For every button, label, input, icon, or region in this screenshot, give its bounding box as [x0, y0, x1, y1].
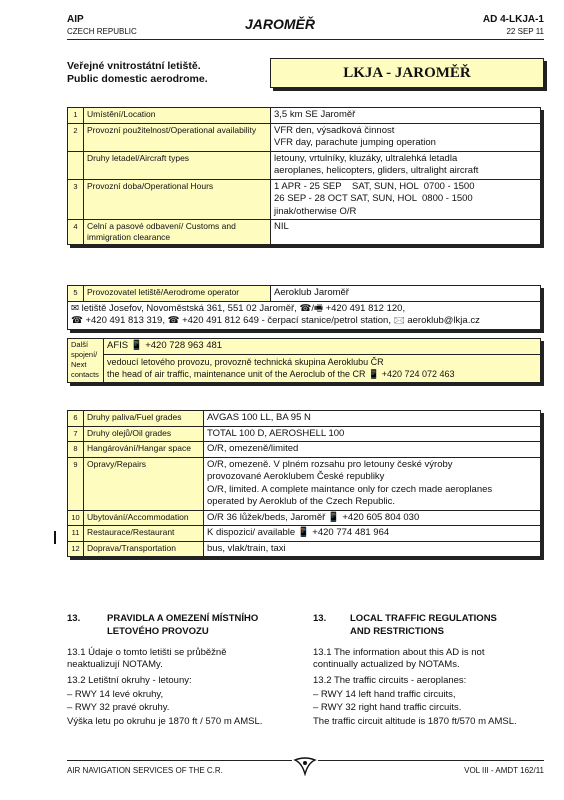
header-date: 22 SEP 11	[506, 27, 544, 36]
services-table	[67, 410, 541, 557]
footer-amendment: VOL III - AMDT 162/11	[464, 766, 544, 775]
aerodrome-badge: LKJA - JAROMĚŘ	[270, 58, 544, 88]
section-13-2-en-rwy14: – RWY 14 left hand traffic circuits,	[313, 689, 456, 700]
header-rule	[67, 39, 544, 40]
row-number: 8	[68, 442, 84, 458]
section-13-cz-altitude: Výška letu po okruhu je 1870 ft / 570 m AMSL.	[67, 716, 263, 727]
section-13-1-en: 13.1 The information about this AD is not	[313, 647, 485, 658]
header-page-id: AD 4-LKJA-1	[482, 14, 544, 25]
table-row	[68, 510, 541, 526]
section-13-1-cz-cont: neaktualizují NOTAMy.	[67, 659, 163, 670]
contacts-table	[67, 338, 541, 383]
row-value: AVGAS 100 LL, BA 95 N	[204, 411, 541, 427]
row-number: 11	[68, 526, 84, 542]
table-row	[68, 179, 541, 220]
table-row	[68, 339, 541, 355]
row-number: 2	[68, 123, 84, 151]
table-row	[68, 411, 541, 427]
row-label: Provozní použitelnost/Operational availability	[84, 123, 271, 151]
row-label: Druhy paliva/Fuel grades	[84, 411, 204, 427]
row-value: O/R 36 lůžek/beds, Jaroměř 📱 +420 605 804 030	[204, 510, 541, 526]
row-label: Hangárování/Hangar space	[84, 442, 204, 458]
row-label: Doprava/Transportation	[84, 541, 204, 557]
row-value: VFR den, výsadková činnost VFR day, parachute jumping operation	[271, 123, 541, 151]
section-13-2-cz: 13.2 Letištní okruhy - letouny:	[67, 675, 192, 686]
table-row	[68, 442, 541, 458]
section-13-1-en-cont: continually actualized by NOTAMs.	[313, 659, 460, 670]
table-row	[68, 457, 541, 510]
table-row	[68, 220, 541, 245]
head-air-traffic-contact: vedoucí letového provozu, provozně technická skupina Aeroklubu ČR the head of air traffic, maintenance unit of the Aeroclub of the CR 📱 +420 724 072 463	[104, 354, 541, 382]
row-number: 1	[68, 108, 84, 124]
row-value: O/R, omezeně. V plném rozsahu pro letouny české výroby provozované Aeroklubem České republiky O/R, limited. A complete maintance only for czech made aeroplanes operated by Aeroklub of the Czech Republic.	[204, 457, 541, 510]
row-number: 10	[68, 510, 84, 526]
table-row	[68, 123, 541, 151]
section-13-number-cz: 13.	[67, 613, 81, 624]
row-label: Umístění/Location	[84, 108, 271, 124]
row-value: K dispozici/ available 📱 +420 774 481 964	[204, 526, 541, 542]
operator-table	[67, 285, 541, 330]
header-country: CZECH REPUBLIC	[67, 27, 137, 36]
change-bar	[54, 531, 56, 544]
header-aerodrome: JAROMĚŘ	[244, 16, 315, 32]
table-row	[68, 426, 541, 442]
row-label: Ubytování/Accommodation	[84, 510, 204, 526]
row-label: Provozovatel letiště/Aerodrome operator	[84, 286, 271, 302]
section-13-en-altitude: The traffic circuit altitude is 1870 ft/570 m AMSL.	[313, 716, 517, 727]
footer-publisher: AIR NAVIGATION SERVICES OF THE C.R.	[67, 766, 223, 775]
row-number: 3	[68, 179, 84, 220]
next-contacts-label: Další spojení/ Next contacts	[68, 339, 104, 383]
section-13-title-en-2: AND RESTRICTIONS	[350, 626, 444, 637]
row-number: 4	[68, 220, 84, 245]
section-13-title-cz-1: PRAVIDLA A OMEZENÍ MÍSTNÍHO	[107, 613, 259, 624]
section-13-title-cz-2: LETOVÉHO PROVOZU	[107, 626, 209, 637]
public-aerodrome-en: Public domestic aerodrome.	[67, 73, 208, 85]
table-row	[68, 301, 541, 329]
table-row	[68, 526, 541, 542]
row-number: 9	[68, 457, 84, 510]
public-aerodrome-cz: Veřejné vnitrostátní letiště.	[67, 60, 201, 72]
row-number	[68, 151, 84, 179]
row-label: Provozní doba/Operational Hours	[84, 179, 271, 220]
row-number: 12	[68, 541, 84, 557]
row-label: Druhy letadel/Aircraft types	[84, 151, 271, 179]
ans-logo-icon	[292, 754, 318, 776]
row-value: 1 APR - 25 SEP SAT, SUN, HOL 0700 - 1500 26 SEP - 28 OCT SAT, SUN, HOL 0800 - 1500 jinak/otherwise O/R	[271, 179, 541, 220]
table-row	[68, 286, 541, 302]
operator-name: Aeroklub Jaroměř	[271, 286, 541, 302]
section-13-1-cz: 13.1 Údaje o tomto letišti se průběžně	[67, 647, 227, 658]
row-label: Restaurace/Restaurant	[84, 526, 204, 542]
afis-contact: AFIS 📱 +420 728 963 481	[104, 339, 541, 355]
row-label: Celní a pasové odbavení/ Customs and immigration clearance	[84, 220, 271, 245]
row-value: letouny, vrtulníky, kluzáky, ultralehká letadla aeroplanes, helicopters, gliders, ultralight aircraft	[271, 151, 541, 179]
row-value: TOTAL 100 D, AEROSHELL 100	[204, 426, 541, 442]
row-value: NIL	[271, 220, 541, 245]
row-value: bus, vlak/train, taxi	[204, 541, 541, 557]
table-row	[68, 541, 541, 557]
row-label: Druhy olejů/Oil grades	[84, 426, 204, 442]
row-number: 7	[68, 426, 84, 442]
row-value: O/R, omezeně/limited	[204, 442, 541, 458]
table-row	[68, 108, 541, 124]
section-13-2-cz-rwy14: – RWY 14 levé okruhy,	[67, 689, 164, 700]
section-13-number-en: 13.	[313, 613, 327, 624]
row-number: 6	[68, 411, 84, 427]
row-label: Opravy/Repairs	[84, 457, 204, 510]
row-value: 3,5 km SE Jaroměř	[271, 108, 541, 124]
section-13-2-cz-rwy32: – RWY 32 pravé okruhy.	[67, 702, 170, 713]
header-aip: AIP	[67, 14, 84, 25]
row-number: 5	[68, 286, 84, 302]
section-13-2-en-rwy32: – RWY 32 right hand traffic circuits.	[313, 702, 462, 713]
table-row	[68, 354, 541, 382]
table-row	[68, 151, 541, 179]
operator-address: ✉ letiště Josefov, Novoměstská 361, 551 02 Jaroměř, ☎/🖷 +420 491 812 120, ☎ +420 491 813 319, ☎ +420 491 812 649 - čerpací stanice/petrol station, 🖂 aeroklub@lkja.cz	[68, 301, 541, 329]
section-13-title-en-1: LOCAL TRAFFIC REGULATIONS	[350, 613, 497, 624]
section-13-2-en: 13.2 The traffic circuits - aeroplanes:	[313, 675, 467, 686]
aerodrome-info-table	[67, 107, 541, 245]
